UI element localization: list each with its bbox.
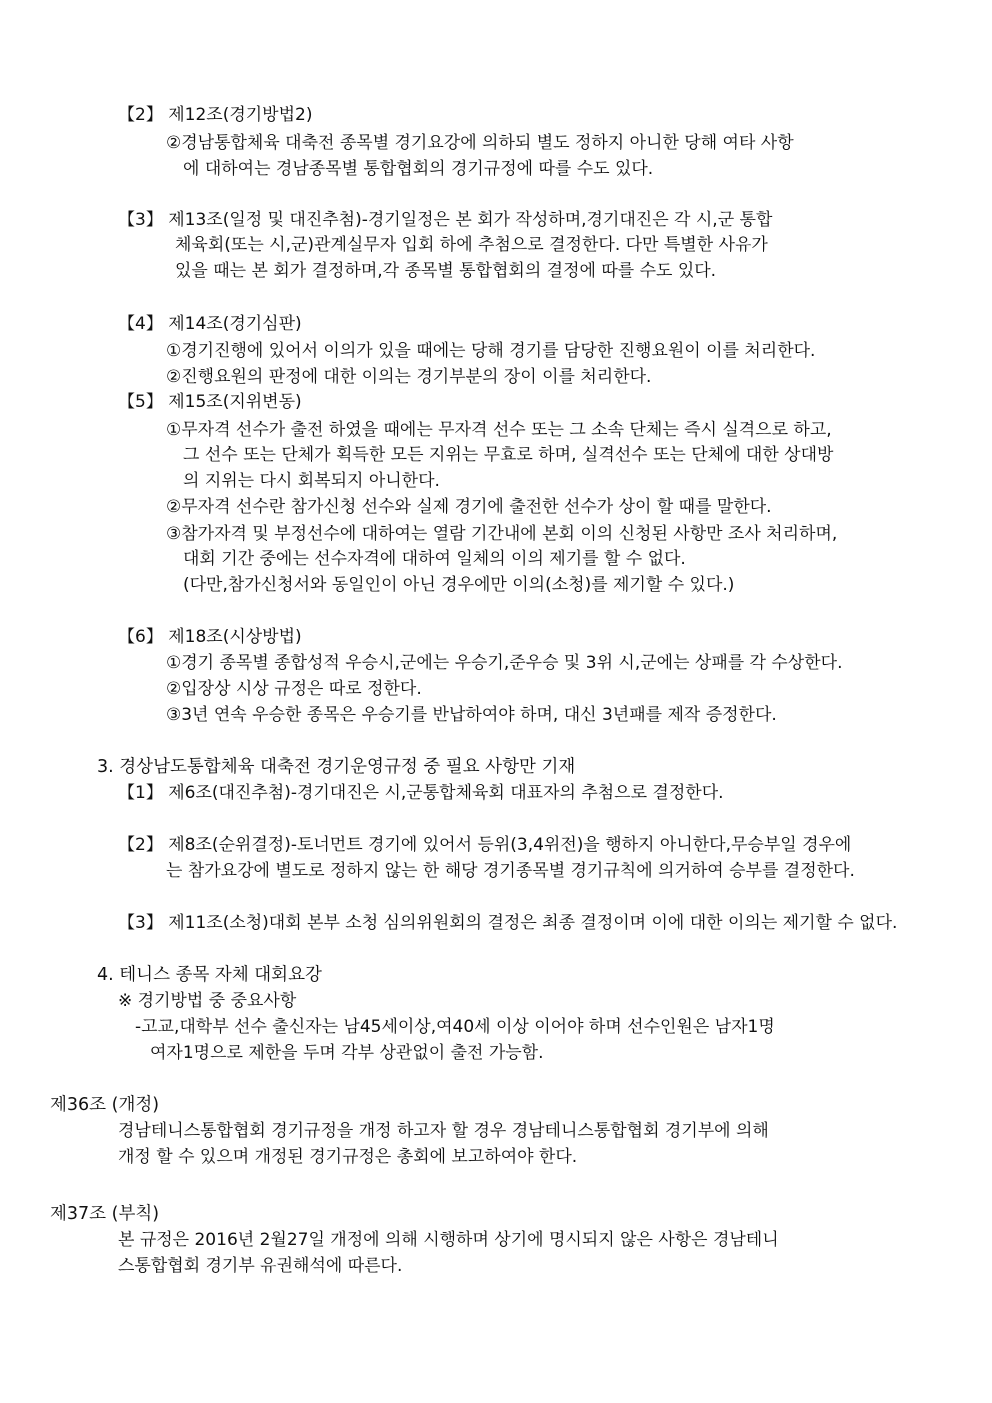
section-3-article-8-cont: 는 참가요강에 별도로 정하지 않는 한 해당 경기종목별 경기규칙에 의거하여 승부를 결정한다.	[166, 861, 855, 881]
article-15-item-1-cont-1: 그 선수 또는 단체가 획득한 모든 지위는 무효로 하며, 실격선수 또는 단체에 대한 상대방	[183, 445, 834, 465]
article-15-heading: 【5】 제15조(지위변동)	[118, 392, 302, 412]
article-36-body-1: 경남테니스통합협회 경기규정을 개정 하고자 할 경우 경남테니스통합협회 경기부에 의해	[118, 1121, 769, 1141]
article-12-item-2: ②경남통합체육 대축전 종목별 경기요강에 의하되 별도 정하지 아니한 당해 여타 사항	[166, 133, 794, 153]
article-13-heading: 【3】 제13조(일정 및 대진추첨)-경기일정은 본 회가 작성하며,경기대진은 각 시,군 통합	[118, 210, 773, 230]
article-15-item-3: ③참가자격 및 부정선수에 대하여는 열람 기간내에 본회 이의 신청된 사항만 조사 처리하며,	[166, 524, 838, 544]
section-3-article-8: 【2】 제8조(순위결정)-토너먼트 경기에 있어서 등위(3,4위전)을 행하지 아니한다,무승부일 경우에	[118, 835, 852, 855]
section-4-note-item: -고교,대학부 선수 출신자는 남45세이상,여40세 이상 이어야 하며 선수인원은 남자1명	[135, 1017, 775, 1037]
article-13-cont-1: 체육회(또는 시,군)관계실무자 입회 하에 추첨으로 결정한다. 다만 특별한 사유가	[175, 235, 768, 255]
article-12-heading: 【2】 제12조(경기방법2)	[118, 105, 313, 125]
article-14-heading: 【4】 제14조(경기심판)	[118, 314, 302, 334]
article-14-item-1: ①경기진행에 있어서 이의가 있을 때에는 당해 경기를 담당한 진행요원이 이를 처리한다.	[166, 341, 816, 361]
article-12-item-2-cont: 에 대하여는 경남종목별 통합협회의 경기규정에 따를 수도 있다.	[183, 159, 654, 179]
section-3-article-11: 【3】 제11조(소청)대회 본부 소청 심의위원회의 결정은 최종 결정이며 이에 대한 이의는 제기할 수 없다.	[118, 913, 898, 933]
article-37-body-1: 본 규정은 2016년 2월27일 개정에 의해 시행하며 상기에 명시되지 않은 사항은 경남테니	[118, 1230, 779, 1250]
article-15-item-3-cont-2: (다만,참가신청서와 동일인이 아닌 경우에만 이의(소청)를 제기할 수 있다.)	[183, 575, 735, 595]
article-37-heading: 제37조 (부칙)	[50, 1204, 160, 1224]
section-4-heading: 4. 테니스 종목 자체 대회요강	[97, 965, 322, 985]
article-36-body-2: 개정 할 수 있으며 개정된 경기규정은 총회에 보고하여야 한다.	[118, 1147, 578, 1167]
section-3-article-6: 【1】 제6조(대진추첨)-경기대진은 시,군통합체육회 대표자의 추첨으로 결정한다.	[118, 783, 724, 803]
article-13-cont-2: 있을 때는 본 회가 결정하며,각 종목별 통합협회의 결정에 따를 수도 있다.	[175, 261, 717, 281]
article-18-item-2: ②입장상 시상 규정은 따로 정한다.	[166, 679, 422, 699]
article-18-item-3: ③3년 연속 우승한 종목은 우승기를 반납하여야 하며, 대신 3년패를 제작 증정한다.	[166, 705, 777, 725]
article-15-item-2: ②무자격 선수란 참가신청 선수와 실제 경기에 출전한 선수가 상이 할 때를 말한다.	[166, 497, 772, 517]
section-4-note-item-cont: 여자1명으로 제한을 두며 각부 상관없이 출전 가능함.	[150, 1043, 544, 1063]
article-18-item-1: ①경기 종목별 종합성적 우승시,군에는 우승기,준우승 및 3위 시,군에는 상패를 각 수상한다.	[166, 653, 843, 673]
article-37-body-2: 스통합협회 경기부 유권해석에 따른다.	[118, 1256, 403, 1276]
section-4-note: ※ 경기방법 중 중요사항	[118, 991, 297, 1011]
article-15-item-1: ①무자격 선수가 출전 하였을 때에는 무자격 선수 또는 그 소속 단체는 즉시 실격으로 하고,	[166, 420, 832, 440]
article-14-item-2: ②진행요원의 판정에 대한 이의는 경기부분의 장이 이를 처리한다.	[166, 367, 652, 387]
article-15-item-3-cont-1: 대회 기간 중에는 선수자격에 대하여 일체의 이의 제기를 할 수 없다.	[183, 549, 686, 569]
article-36-heading: 제36조 (개정)	[50, 1095, 160, 1115]
article-18-heading: 【6】 제18조(시상방법)	[118, 627, 302, 647]
article-15-item-1-cont-2: 의 지위는 다시 회복되지 아니한다.	[183, 471, 440, 491]
section-3-heading: 3. 경상남도통합체육 대축전 경기운영규정 중 필요 사항만 기재	[97, 757, 576, 777]
